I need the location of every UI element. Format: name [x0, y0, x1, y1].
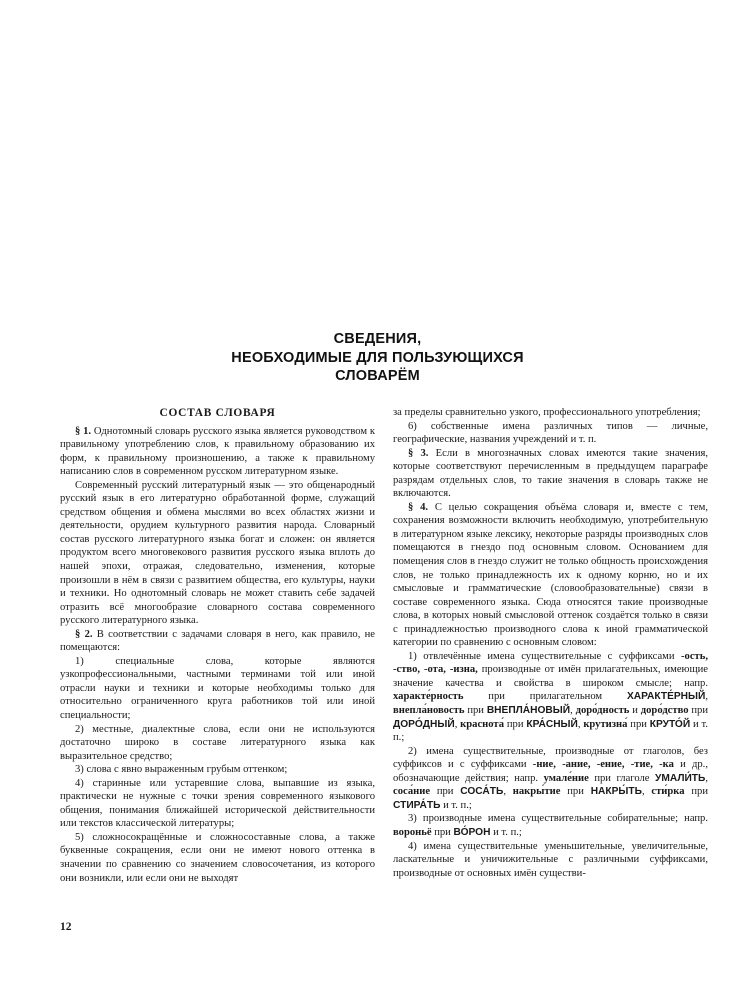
- dli1-h: при: [688, 705, 709, 717]
- dli1-b: производные от имён прилагательных, имеющие значение качества и свойства в широком смысле; напр.: [393, 664, 708, 689]
- dli1-example-1-upper: ХАРАКТЕ́РНЫЙ: [626, 691, 706, 703]
- paragraph-section-4-text: С целью сокращения объёма словаря и, вместе с тем, сохранения возможности включить необходимую, употребительную в литературном языке лексику, некоторые разряды производных слов помещаются в гнездо под основным словом. Основанием для помещения слов в гнездо служит не только общность происхождения слов, не только принадлежность их к одному корню, но и их смысловые и грамматические (словообразовательные) связи в составе современного языка. Сюда относятся такие производные слова, в которых новый смысловой оттенок создаётся только в связи с принадлежностью производного слова к иной грамматической категории по сравнению с основным словом:: [393, 501, 708, 649]
- dli2-a: 2) имена существительные, производные от глаголов, без суффиксов и с суффиксами: [393, 745, 708, 771]
- dli1-e: при: [464, 705, 487, 717]
- section-marker-4: § 4.: [408, 501, 429, 513]
- dli3-a: 3) производные имена существительные собирательные; напр.: [408, 813, 708, 825]
- dli1-example-3-upper: ДОРО́ДНЫЙ: [393, 718, 455, 730]
- dli1-a: 1) отвлечённые имена существительные с суффиксами: [408, 650, 682, 662]
- section-marker-1: § 1.: [75, 425, 92, 437]
- left-column: [60, 406, 375, 926]
- continued-text: за пределы сравнительно узкого, профессионального употребления;: [393, 407, 701, 418]
- dli1-example-4-lower: краснота́: [460, 718, 505, 730]
- dli1-example-2-upper: ВНЕПЛА́НОВЫЙ: [486, 705, 571, 717]
- list-item-2: 2) местные, диалектные слова, если они не используются достаточно широко в составе литературного языка как выразительное средство;: [60, 723, 375, 762]
- dli1-g: и: [629, 705, 641, 717]
- title-line-1: СВЕДЕНИЯ,: [333, 331, 422, 347]
- derivation-list-item-4: 4) имена существительные уменьшительные, увеличительные, ласкательные и уничижительные с различными суффиксами, производные от основных имён существи-: [393, 840, 708, 879]
- page-title: [0, 330, 755, 386]
- list-item-1: 1) специальные слова, которые являются узкопрофессиональными, частными терминами той или иной отрасли науки и техники и которые необходимы только для относительно ограниченного круга работников той или иной специальности;: [60, 655, 375, 721]
- dli1-example-4-upper: КРА́СНЫЙ: [526, 718, 578, 730]
- dli1-f: ,: [570, 705, 576, 717]
- list-item-3: 3) слова с явно выраженным грубым оттенком;: [75, 764, 288, 776]
- dli2-c: при глаголе: [588, 772, 656, 784]
- dli2-g: при: [560, 786, 591, 798]
- title-line-2: НЕОБХОДИМЫЕ ДЛЯ ПОЛЬЗУЮЩИХСЯ: [231, 349, 524, 366]
- section-heading: СОСТАВ СЛОВАРЯ: [159, 407, 276, 419]
- dli2-example-4-upper: СТИРА́ТЬ: [393, 799, 441, 811]
- dli3-example-1-upper: ВО́РОН: [453, 826, 491, 838]
- dli2-example-2-upper: СОСА́ТЬ: [460, 786, 504, 798]
- title-line-3: СЛОВАРЁМ: [335, 368, 420, 384]
- dli1-example-5-upper: КРУТО́Й: [649, 718, 691, 730]
- dli1-m: и т. п.;: [393, 718, 708, 744]
- dli1-example-3-lower-2: доро́дство: [640, 705, 689, 717]
- dli2-example-3-upper: НАКРЫ́ТЬ: [590, 786, 642, 798]
- dli1-example-2-lower: внепла́новость: [393, 705, 465, 717]
- dli2-f: ,: [503, 786, 513, 798]
- list-item-6: 6) собственные имена различных типов — личные, географические, названия учреждений и т. п.: [393, 420, 708, 446]
- dli2-example-3-lower: накры́тие: [512, 786, 561, 798]
- paragraph-modern-language: Современный русский литературный язык — это общенародный русский язык в его литературно обработанной форме, служащий средством общения и обмена мыслями во всех областях жизни и деятельности, орудием культурного развития народа. Словарный состав русского литературного языка богат и сложен: он является продуктом всего многовекового развития русского языка вплоть до нашей эпохи, отражая, следовательно, изменения, которые произошли в нём в связи с развитием общества, его культуры, науки и техники. Но однотомный словарь не может ставить себе задачей отразить всё многообразие словарного состава современного русского литературного языка.: [60, 479, 375, 627]
- dli3-b: при: [431, 826, 454, 838]
- paragraph-section-1-text: Однотомный словарь русского языка является руководством к правильному употреблению слов, к правильному образованию их форм, к правильному произношению, а также к правильному написанию слов в современном русском литературном языке.: [60, 425, 375, 478]
- dli1-example-1-lower: характе́рность: [393, 691, 464, 703]
- dli1-k: ,: [577, 718, 584, 730]
- dli2-example-1-lower: умале́ние: [543, 772, 589, 784]
- dli2-e: при: [430, 786, 461, 798]
- page-number: 12: [60, 921, 72, 933]
- paragraph-section-1: [60, 425, 375, 479]
- dli2-j: и т. п.;: [440, 799, 472, 811]
- dli2-suffixes: -ние, -ание, -ение, -тие, -ка: [532, 759, 674, 771]
- dli1-l: при: [627, 718, 650, 730]
- derivation-list-item-1: [393, 650, 708, 745]
- paragraph-section-3: [393, 447, 708, 501]
- paragraph-section-3-text: Если в многозначных словах имеются такие значения, которые соответствуют перечисленным в предыдущем параграфе разрядам отдельных слов, то такие значения в словарь также не включаются.: [393, 447, 709, 500]
- dli2-b: и др., обозначающие действия; напр.: [393, 759, 708, 784]
- derivation-list-item-2: [393, 745, 708, 813]
- paragraph-section-2-text: В соответствии с задачами словаря в него, как правило, не помещаются:: [60, 628, 375, 654]
- dli2-example-1-upper: УМАЛИ́ТЬ: [655, 772, 706, 784]
- list-item-5: 5) сложносокращённые и сложносоставные слова, а также буквенные сокращения, если они не имеют нового оттенка в значении по сравнению со значением словосочетания, из которого они возникли, или если они не выходят: [60, 831, 375, 884]
- two-column-body: [60, 406, 708, 926]
- paragraph-section-4: [393, 501, 708, 650]
- dli1-i: ,: [454, 718, 461, 730]
- section-marker-2: § 2.: [75, 628, 93, 640]
- dli1-c: при прилагательном: [463, 691, 627, 703]
- paragraph-section-2: [60, 628, 375, 655]
- dli2-h: ,: [641, 786, 652, 798]
- dli1-example-3-lower: доро́дность: [575, 705, 630, 717]
- dli2-i: при: [684, 786, 708, 798]
- derivation-list-item-3: [393, 812, 708, 839]
- dli2-example-4-lower: сти́рка: [651, 786, 685, 798]
- right-column: [393, 406, 708, 926]
- dli1-suffixes: -ость, -ство, -ота, -изна,: [393, 650, 708, 676]
- dli3-c: и т. п.;: [490, 826, 522, 838]
- list-item-4: 4) старинные или устаревшие слова, выпавшие из языка, практически не нужные с точки зрения современного языкового общения, понимания ближайшей исторической действительности или текстов классической литературы;: [60, 777, 375, 830]
- dli3-example-1-lower: вороньё: [393, 826, 432, 838]
- dli1-example-5-lower: крутизна́: [583, 718, 628, 730]
- dli2-d: ,: [705, 772, 708, 784]
- dli2-example-2-lower: соса́ние: [393, 786, 431, 798]
- dli1-d: ,: [705, 691, 708, 703]
- dli1-j: при: [504, 718, 527, 730]
- section-marker-3: § 3.: [408, 447, 429, 459]
